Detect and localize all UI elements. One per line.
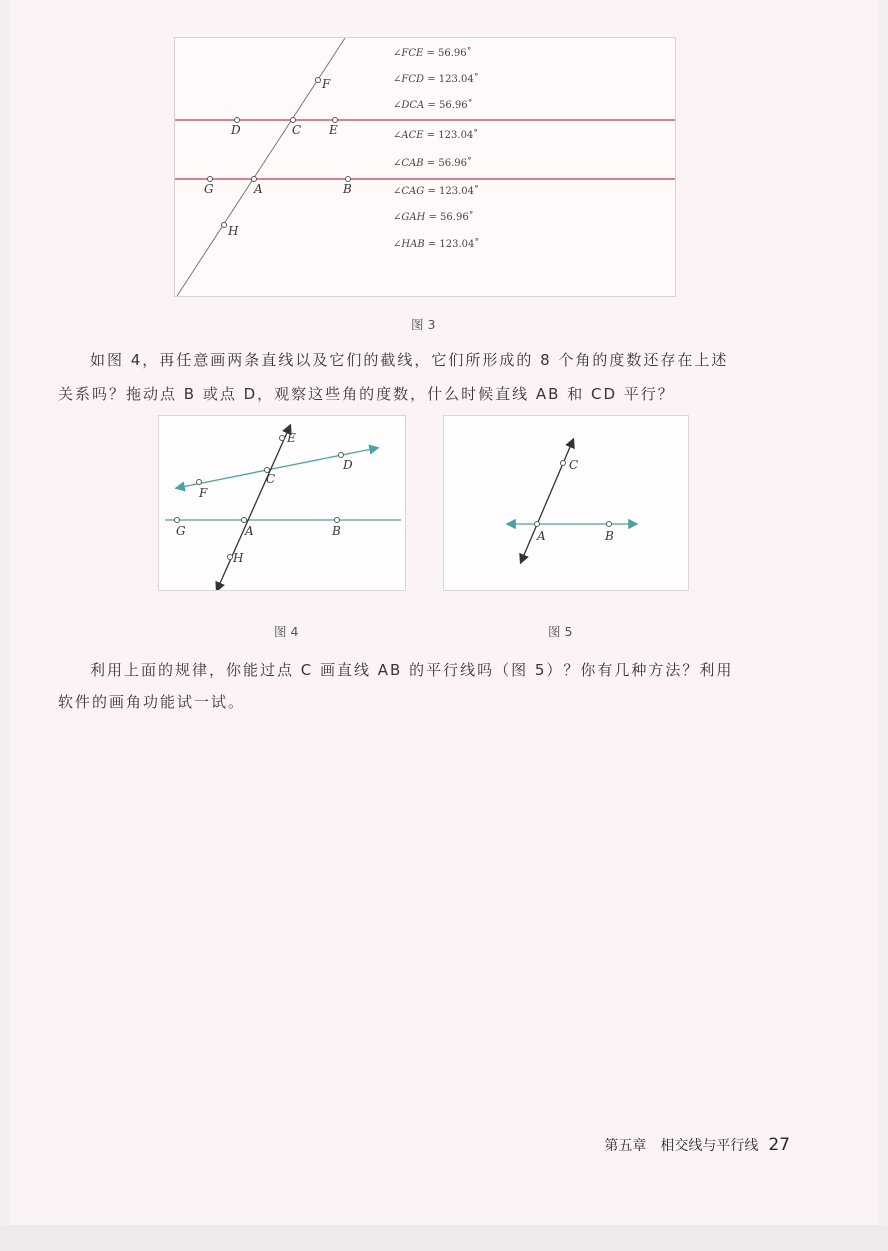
label-a: A xyxy=(245,524,254,538)
label-h: H xyxy=(233,551,244,565)
angle-name: ∠CAB xyxy=(393,158,424,169)
label-c: C xyxy=(292,123,302,137)
page-number: 27 xyxy=(768,1135,790,1155)
angle-value: = 123.04˚ xyxy=(427,74,479,85)
figure-3-caption: 图 3 xyxy=(411,317,436,332)
point-b[interactable] xyxy=(607,522,612,527)
angle-value: = 56.96˚ xyxy=(426,48,472,59)
point-g[interactable] xyxy=(208,177,213,182)
angle-row xyxy=(393,130,478,141)
paragraph-1-line-1: 如图 4，再任意画两条直线以及它们的截线，它们所形成的 8 个角的度数还存在上述 xyxy=(90,351,729,369)
label-e: E xyxy=(287,431,296,445)
transversal-line xyxy=(217,426,290,590)
point-c[interactable] xyxy=(561,461,566,466)
angle-value: = 56.96˚ xyxy=(427,100,473,111)
point-a[interactable] xyxy=(252,177,257,182)
point-f[interactable] xyxy=(316,78,321,83)
label-b: B xyxy=(605,529,614,543)
angle-row xyxy=(393,158,472,169)
figure-4-geometry xyxy=(158,415,406,591)
label-g: G xyxy=(176,524,186,538)
angle-name: ∠FCD xyxy=(393,74,424,85)
angle-value: = 56.96˚ xyxy=(428,212,474,223)
angle-value: = 123.04˚ xyxy=(427,239,480,250)
paragraph-2-line-1: 利用上面的规律，你能过点 C 画直线 AB 的平行线吗（图 5）？你有几种方法？利用 xyxy=(90,661,734,679)
point-h[interactable] xyxy=(222,223,227,228)
angle-name: ∠HAB xyxy=(393,239,425,250)
paragraph-2-line-2: 软件的画角功能试一试。 xyxy=(58,693,246,711)
label-d: D xyxy=(343,458,353,472)
line-ac xyxy=(521,440,573,562)
angle-row xyxy=(393,74,479,85)
angle-name: ∠GAH xyxy=(393,212,426,223)
angle-value: = 123.04˚ xyxy=(427,186,479,197)
angle-row xyxy=(393,100,473,111)
point-d[interactable] xyxy=(339,453,344,458)
point-b[interactable] xyxy=(335,518,340,523)
figure-5-svg xyxy=(444,416,688,590)
point-b[interactable] xyxy=(346,177,351,182)
label-f: F xyxy=(199,486,208,500)
point-e[interactable] xyxy=(280,436,285,441)
point-c[interactable] xyxy=(291,118,296,123)
point-a[interactable] xyxy=(242,518,247,523)
angle-name: ∠CAG xyxy=(393,186,425,197)
label-d: D xyxy=(231,123,241,137)
angle-row xyxy=(393,239,479,250)
angle-value: = 123.04˚ xyxy=(426,130,479,141)
label-a: A xyxy=(537,529,546,543)
angle-row xyxy=(393,48,472,59)
label-a: A xyxy=(254,182,263,196)
point-f[interactable] xyxy=(197,480,202,485)
point-h[interactable] xyxy=(228,555,233,560)
figure-5-caption: 图 5 xyxy=(548,624,573,639)
point-g[interactable] xyxy=(175,518,180,523)
page-bottom-edge xyxy=(0,1225,888,1251)
label-f: F xyxy=(322,77,331,91)
point-d[interactable] xyxy=(235,118,240,123)
figure-5-geometry xyxy=(443,415,689,591)
transversal-line xyxy=(177,38,345,296)
paragraph-1-line-2: 关系吗？拖动点 B 或点 D，观察这些角的度数，什么时候直线 AB 和 CD 平行？ xyxy=(58,385,675,403)
figure-4-caption: 图 4 xyxy=(274,624,299,639)
label-e: E xyxy=(329,123,338,137)
label-b: B xyxy=(332,524,341,538)
angle-value: = 56.96˚ xyxy=(426,158,472,169)
chapter-title: 第五章 相交线与平行线 xyxy=(604,1138,759,1154)
figure-4-svg xyxy=(159,416,405,590)
figure-3-geometry xyxy=(174,37,676,297)
label-g: G xyxy=(204,182,214,196)
label-b: B xyxy=(343,182,352,196)
point-a[interactable] xyxy=(535,522,540,527)
page-footer xyxy=(604,1135,790,1155)
label-c: C xyxy=(569,458,579,472)
angle-row xyxy=(393,212,474,223)
label-h: H xyxy=(228,224,239,238)
angle-row xyxy=(393,186,479,197)
angle-name: ∠DCA xyxy=(393,100,425,111)
point-e[interactable] xyxy=(333,118,338,123)
angle-name: ∠ACE xyxy=(393,130,424,141)
angle-name: ∠FCE xyxy=(393,48,424,59)
label-c: C xyxy=(266,472,276,486)
